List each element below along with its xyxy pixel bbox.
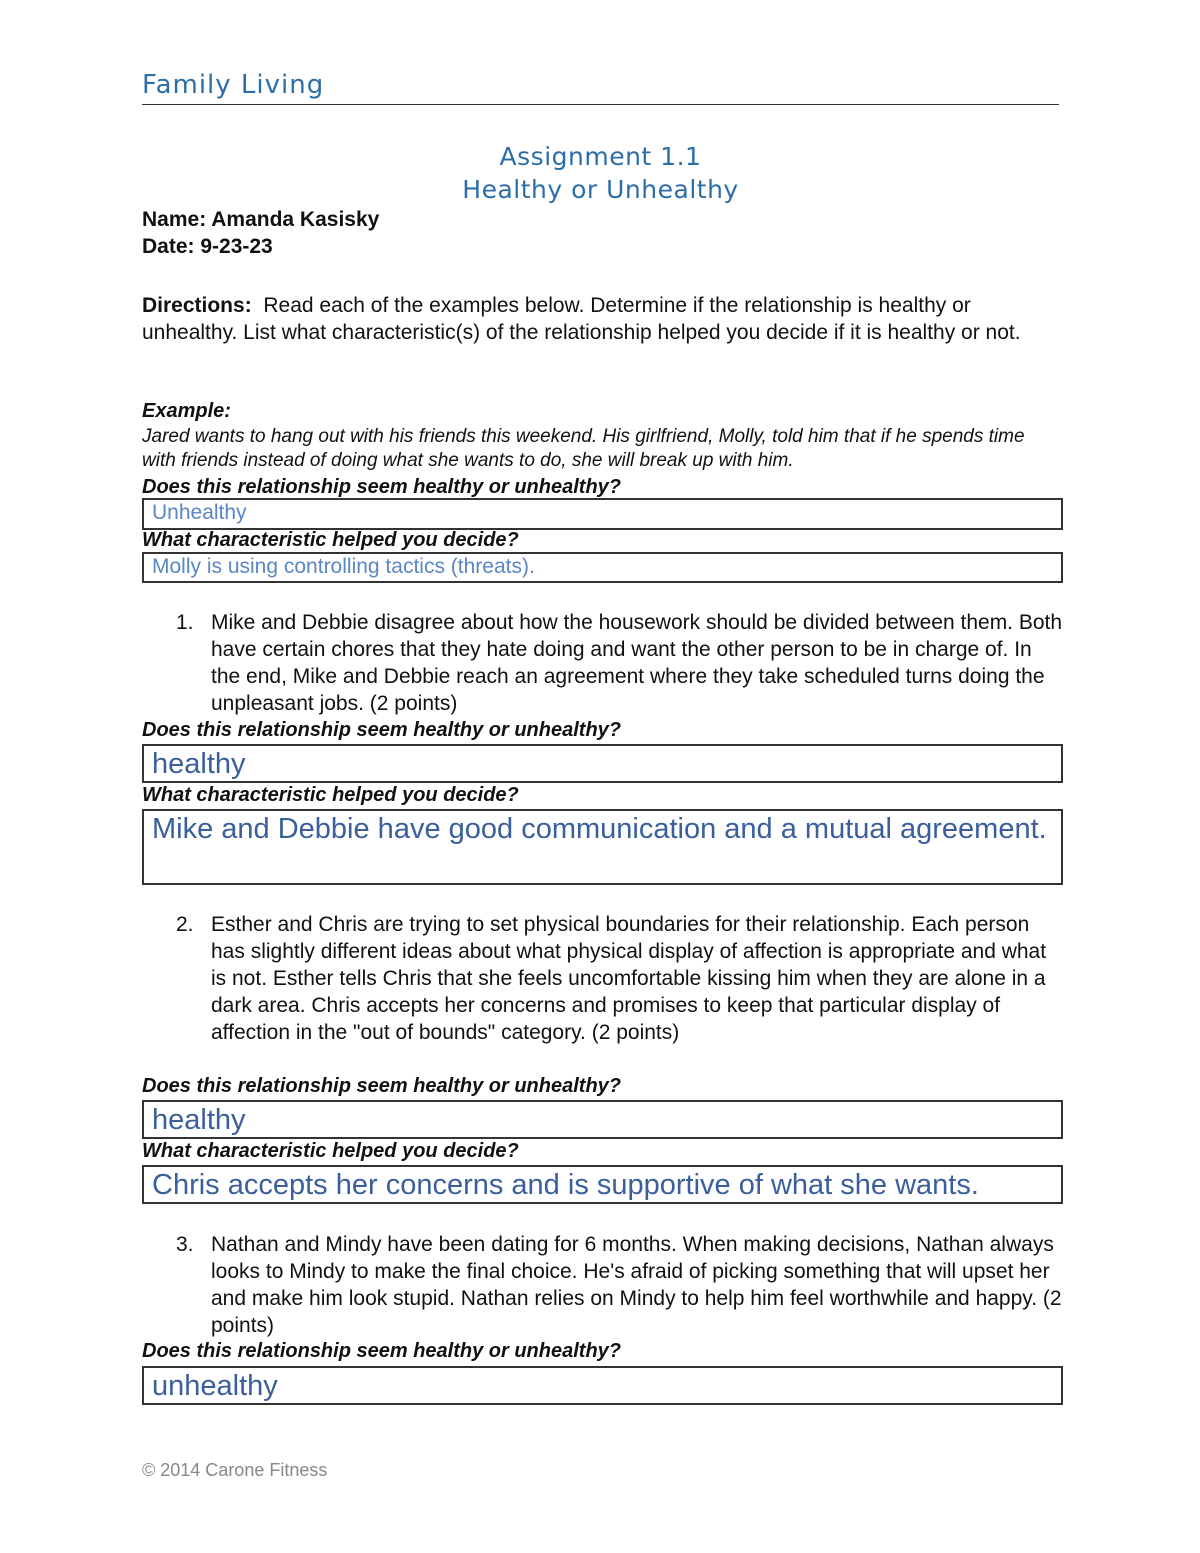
question-3-number: 3. xyxy=(176,1233,194,1256)
question-2-prompt-1: Does this relationship seem healthy or unhealthy? xyxy=(142,1075,621,1097)
student-name: Name: Amanda Kasisky xyxy=(142,208,380,231)
course-title: Family Living xyxy=(142,70,325,100)
directions xyxy=(142,292,1062,346)
question-3-text: Nathan and Mindy have been dating for 6 months. When making decisions, Nathan always looks to Mindy to make the final choice. He's afraid of picking something that will upset her and make him look stupid. Nathan relies on Mindy to help him feel worthwhile and happy. (2 points) xyxy=(211,1233,1062,1337)
question-1 xyxy=(176,609,1066,717)
header-rule xyxy=(142,104,1059,105)
question-2-number: 2. xyxy=(176,913,194,936)
question-1-text: Mike and Debbie disagree about how the housework should be divided between them. Both have certain chores that they hate doing and want the other person to be in charge of. In the end, Mike and Debbie reach an agreement where they take scheduled turns doing the unpleasant jobs. (2 points) xyxy=(211,611,1063,715)
copyright-footer: © 2014 Carone Fitness xyxy=(142,1460,328,1480)
question-1-prompt-1: Does this relationship seem healthy or unhealthy? xyxy=(142,719,621,741)
question-1-answer-1[interactable]: healthy xyxy=(142,744,1063,783)
question-2-answer-1[interactable]: healthy xyxy=(142,1100,1063,1139)
example-label: Example: xyxy=(142,400,231,422)
example-question-2: What characteristic helped you decide? xyxy=(142,529,519,551)
example-answer-2[interactable]: Molly is using controlling tactics (threats). xyxy=(142,552,1063,583)
directions-text: Read each of the examples below. Determine if the relationship is healthy or unhealthy. List what characteristic(s) of the relationship helped you decide if it is healthy or not. xyxy=(142,294,1021,344)
question-1-number: 1. xyxy=(176,611,194,634)
question-2-text: Esther and Chris are trying to set physical boundaries for their relationship. Each person has slightly different ideas about what physical display of affection is appropriate and what is not. Esther tells Chris that she feels uncomfortable kissing him when they are alone in a dark area. Chris accepts her concerns and promises to keep that particular display of affection in the "out of bounds" category. (2 points) xyxy=(211,913,1047,1044)
question-3-prompt-1: Does this relationship seem healthy or unhealthy? xyxy=(142,1340,621,1362)
question-1-prompt-2: What characteristic helped you decide? xyxy=(142,784,519,806)
question-2-prompt-2: What characteristic helped you decide? xyxy=(142,1140,519,1162)
assignment-number: Assignment 1.1 xyxy=(499,142,702,171)
example-answer-1[interactable]: Unhealthy xyxy=(142,498,1063,530)
question-2 xyxy=(176,911,1066,1046)
example-question-1: Does this relationship seem healthy or unhealthy? xyxy=(142,476,621,498)
example-text: Jared wants to hang out with his friends this weekend. His girlfriend, Molly, told him that if he spends time with friends instead of doing what she wants to do, she will break up with him. xyxy=(142,426,1025,471)
assignment-title: Healthy or Unhealthy xyxy=(462,175,739,204)
directions-label: Directions: xyxy=(142,294,252,317)
question-3-answer-1[interactable]: unhealthy xyxy=(142,1366,1063,1405)
question-2-answer-2[interactable]: Chris accepts her concerns and is supportive of what she wants. xyxy=(142,1165,1063,1204)
assignment-date: Date: 9-23-23 xyxy=(142,235,273,258)
question-3 xyxy=(176,1231,1066,1339)
question-1-answer-2[interactable]: Mike and Debbie have good communication and a mutual agreement. xyxy=(142,809,1063,885)
